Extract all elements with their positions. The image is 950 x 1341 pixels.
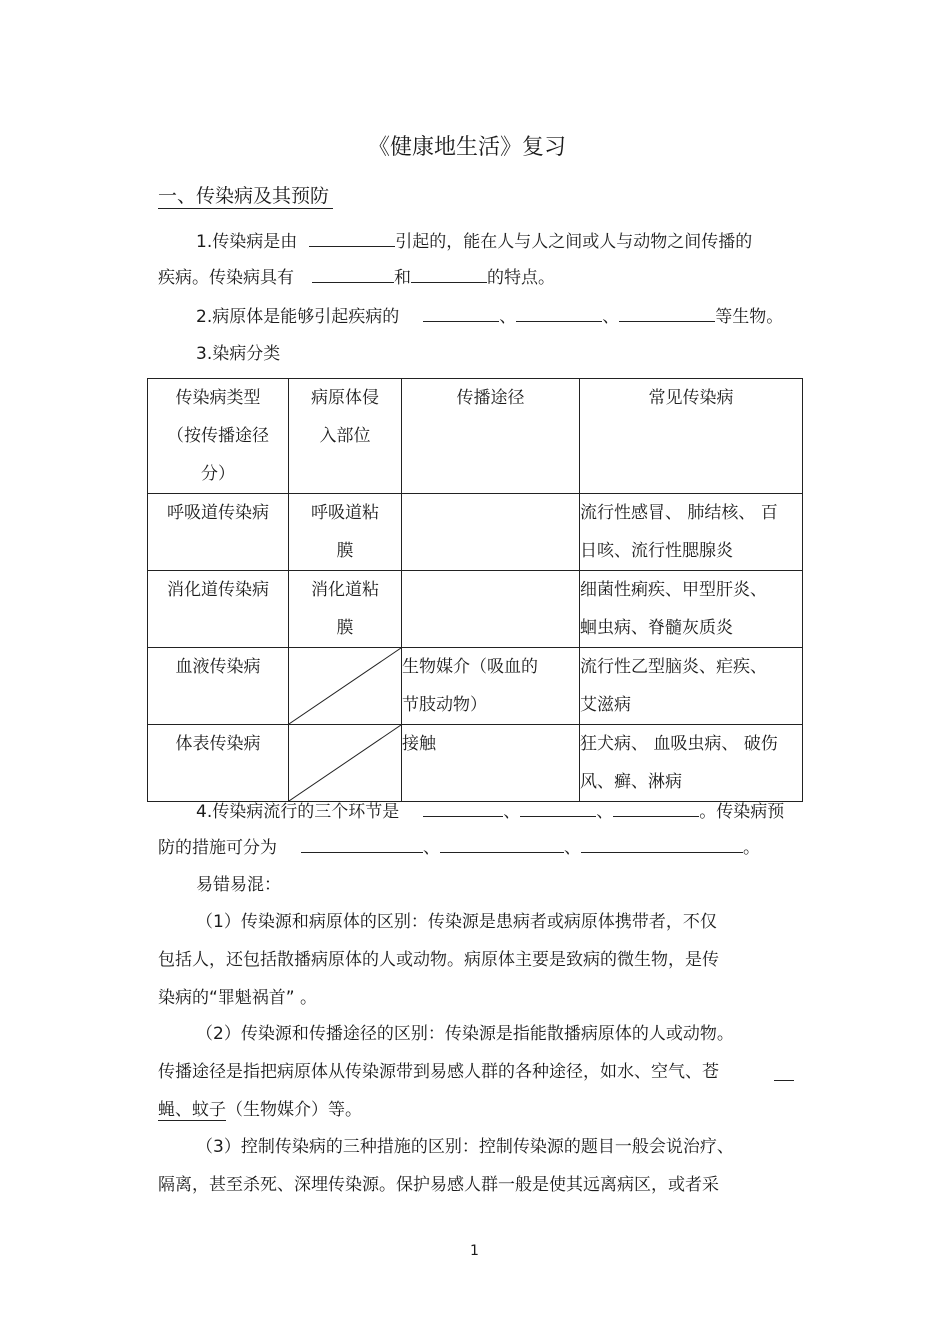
diagonal-strike [289,725,402,802]
paragraph-1-line-3: 染病的“罪魁祸首” 。 [158,988,318,1008]
row-site-line-1: 消化道粘 [311,580,379,600]
q2-blank-3[interactable] [619,305,715,322]
question-1-line-2 [158,266,555,288]
row-diseases-line-2: 艾滋病 [580,695,631,715]
header-site-line-2: 入部位 [319,426,371,446]
q4-blank-5[interactable] [440,836,564,853]
tips-heading: 易错易混： [196,875,281,895]
q1-text-e: 的特点。 [487,268,555,288]
paragraph-3-line-2: 隔离，甚至杀死、深埋传染源。保护易感人群一般是使其远离病区，或者采 [158,1175,719,1195]
paragraph-2-line-3 [158,1100,362,1120]
paragraph-3-line-1: （3）控制传染病的三种措施的区别：控制传染源的题目一般会说治疗、 [196,1137,734,1157]
paragraph-2-line-1: （2）传染源和传播途径的区别：传染源是指能散播病原体的人或动物。 [196,1024,734,1044]
trailing-underline [774,1064,794,1081]
paragraph-2-line-3-rest: （生物媒介）等。 [226,1100,362,1120]
row-diseases-line-2: 蛔虫病、脊髓灰质炎 [580,618,733,638]
q4-sep-4: 、 [564,838,581,858]
q2-text-a: 2.病原体是能够引起疾病的 [196,307,400,327]
q4-sep-1: 、 [503,802,521,822]
header-cell-type [148,379,289,494]
q1-blank-1[interactable] [309,230,395,247]
header-cell-site [289,379,402,494]
row-route-cell [402,725,580,802]
header-type-line-1: 传染病类型 [175,388,261,408]
q2-sep-2: 、 [602,307,620,327]
question-4-line-2 [158,836,760,858]
q4-blank-3[interactable] [613,800,699,817]
q2-sep-1: 、 [499,307,517,327]
row-type: 消化道传染病 [167,580,269,600]
page-title: 《健康地生活》复习 [368,135,567,160]
row-diseases-line-1: 流行性乙型脑炎、疟疾、 [580,657,767,677]
row-route-line-1: 接触 [402,734,436,754]
row-diseases-cell [580,648,803,725]
row-site-cell [289,571,402,648]
row-site-cell [289,494,402,571]
q4-blank-1[interactable] [423,800,503,817]
q4-text-d: 。 [743,838,760,858]
page-number: 1 [470,1243,479,1259]
row-type: 体表传染病 [175,734,261,754]
section-heading: 一、传染病及其预防 [158,186,333,209]
q1-blank-2[interactable] [312,266,394,283]
paragraph-1-line-1: （1）传染源和病原体的区别：传染源是患病者或病原体携带者，不仅 [196,912,717,932]
paragraph-1-line-2: 包括人，还包括散播病原体的人或动物。病原体主要是致病的微生物，是传 [158,950,719,970]
row-diseases-line-1: 细菌性痢疾、甲型肝炎、 [580,580,767,600]
row-type: 呼吸道传染病 [167,503,269,523]
row-route-cell [402,571,580,648]
row-site-line-2: 膜 [336,618,354,638]
header-type-line-2: （按传播途径 [167,426,269,446]
header-route-label: 传播途径 [456,388,525,408]
row-route-cell [402,648,580,725]
q4-blank-2[interactable] [520,800,596,817]
q4-blank-4[interactable] [301,836,423,853]
table-row [148,571,803,648]
row-route-line-1: 生物媒介（吸血的 [402,657,538,677]
row-diseases-line-1: 狂犬病、 血吸虫病、 破伤 [580,734,778,754]
table-row [148,494,803,571]
row-type-cell [148,494,289,571]
q2-blank-1[interactable] [423,305,499,322]
row-site-line-1: 呼吸道粘 [311,503,379,523]
diagonal-strike [289,648,402,725]
question-1-line-1 [196,230,752,252]
row-type-cell [148,725,289,802]
row-diseases-line-2: 日咳、流行性腮腺炎 [580,541,733,561]
row-diseases-cell [580,725,803,802]
q1-text-a: 1.传染病是由 [196,232,298,252]
header-cell-route [402,379,580,494]
q1-blank-3[interactable] [411,266,487,283]
row-route-line-2: 节肢动物） [402,695,487,715]
row-route-cell [402,494,580,571]
header-diseases-label: 常见传染病 [648,388,734,408]
header-cell-diseases [580,379,803,494]
disease-classification-table [147,378,803,802]
q4-text-a: 4.传染病流行的三个环节是 [196,802,400,822]
q1-text-c: 疾病。传染病具有 [158,268,294,288]
q1-text-b: 引起的，能在人与人之间或人与动物之间传播的 [395,232,753,252]
question-2 [196,305,783,327]
row-diseases-cell [580,571,803,648]
table-row [148,648,803,725]
q1-text-d: 和 [394,268,411,288]
q2-text-b: 等生物。 [715,307,784,327]
row-diseases-line-2: 风、癣、淋病 [580,772,682,792]
row-type-cell [148,571,289,648]
q4-sep-2: 、 [596,802,614,822]
row-type-cell [148,648,289,725]
header-type-line-3: 分） [201,464,235,484]
row-site-cell-crossed [289,725,402,802]
row-type: 血液传染病 [175,657,261,677]
q4-sep-3: 、 [423,838,440,858]
q4-text-c: 防的措施可分为 [158,838,277,858]
q4-blank-6[interactable] [581,836,743,853]
header-site-line-1: 病原体侵 [311,388,379,408]
row-site-cell-crossed [289,648,402,725]
question-4-line-1 [196,800,784,822]
paragraph-2-line-2: 传播途径是指把病原体从传染源带到易感人群的各种途径，如水、空气、苍 [158,1062,719,1082]
question-3: 3.染病分类 [196,344,281,364]
row-diseases-cell [580,494,803,571]
underlined-vectors: 蝇、蚊子 [158,1100,226,1120]
table-row [148,725,803,802]
q2-blank-2[interactable] [516,305,602,322]
row-diseases-line-1: 流行性感冒、 肺结核、 百 [580,503,778,523]
q4-text-b: 。传染病预 [699,802,785,822]
row-site-line-2: 膜 [336,541,354,561]
